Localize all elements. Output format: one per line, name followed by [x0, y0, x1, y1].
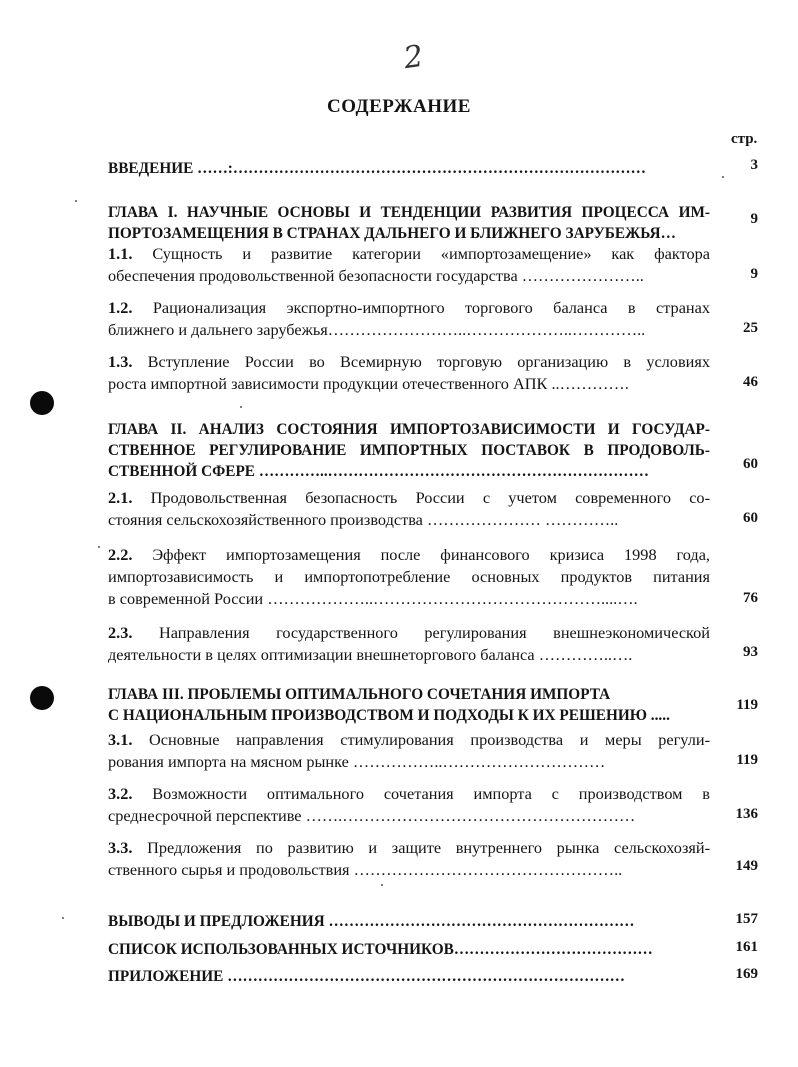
section-number: 1.2. [108, 298, 133, 317]
toc-section-2-2 [108, 544, 710, 610]
toc-line [108, 544, 710, 566]
toc-line [108, 297, 710, 319]
toc-section-1-3 [108, 351, 710, 395]
section-number: 2.3. [108, 623, 133, 642]
toc-page-1-3: 46 [743, 374, 758, 390]
toc-line: СТВЕННОЕ РЕГУЛИРОВАНИЕ ИМПОРТНЫХ ПОСТАВОК В ПРОДОВОЛЬ- [108, 442, 710, 459]
toc-line [108, 837, 710, 859]
toc-page-2-2: 76 [743, 590, 758, 606]
toc-section-3-3 [108, 837, 710, 881]
toc-line: обеспечения продовольственной безопасности государства ………………….. [108, 266, 644, 285]
section-number: 2.1. [108, 488, 133, 507]
toc-line: ГЛАВА I. НАУЧНЫЕ ОСНОВЫ И ТЕНДЕНЦИИ РАЗВИТИЯ ПРОЦЕССА ИМ- [108, 204, 710, 221]
section-number: 3.1. [108, 730, 133, 749]
toc-entry-sources [108, 939, 710, 960]
toc-page-appendix: 169 [735, 966, 758, 982]
toc-line: ГЛАВА II. АНАЛИЗ СОСТОЯНИЯ ИМПОРТОЗАВИСИМОСТИ И ГОСУДАР- [108, 421, 710, 438]
scan-speck [722, 176, 724, 178]
toc-page-intro: 3 [750, 157, 758, 173]
section-title: Вступление России во Всемирную торговую организацию в условиях [147, 352, 710, 371]
toc-chapter-1 [108, 202, 710, 244]
section-number: 1.1. [108, 244, 133, 263]
toc-section-1-2 [108, 297, 710, 341]
section-title: Продовольственная безопасность России с учетом современного со- [150, 488, 710, 507]
section-title: Возможности оптимального сочетания импорта с производством в [152, 784, 710, 803]
punch-hole-top [30, 391, 54, 415]
toc-line [108, 487, 710, 509]
section-title: Основные направления стимулирования производства и меры регули- [149, 730, 710, 749]
section-number: 2.2. [108, 545, 133, 564]
toc-chapter-2 [108, 419, 710, 482]
page-column-label: стр. [731, 131, 758, 147]
toc-line [108, 729, 710, 751]
section-number: 1.3. [108, 352, 133, 371]
toc-page-3-2: 136 [735, 806, 758, 822]
section-title: Направления государственного регулирования внешнеэкономической [158, 623, 710, 642]
toc-line: среднесрочной перспективе …….……………………………………………… [108, 806, 636, 825]
toc-line: ближнего и дальнего зарубежья……………………..………………..………….. [108, 320, 646, 339]
section-title: Эффект импортозамещения после финансового кризиса 1998 года, [152, 545, 710, 564]
toc-line: роста импортной зависимости продукции отечественного АПК ..…………. [108, 374, 629, 393]
handwritten-page-number: 2 [401, 38, 426, 77]
toc-entry-text: ПРИЛОЖЕНИЕ …………………………………………………………………… [108, 968, 625, 985]
toc-line [108, 622, 710, 644]
toc-page-3-1: 119 [736, 752, 758, 768]
scan-speck [240, 406, 242, 408]
toc-entry-text: ВЫВОДЫ И ПРЕДЛОЖЕНИЯ …………………………………………………… [108, 913, 635, 930]
section-number: 3.2. [108, 784, 133, 803]
toc-section-2-3 [108, 622, 710, 666]
toc-line: импортозависимость и импортопотребление основных продуктов питания [108, 567, 710, 586]
toc-page-3-3: 149 [735, 858, 758, 874]
toc-line: С НАЦИОНАЛЬНЫМ ПРОИЗВОДСТВОМ И ПОДХОДЫ К ИХ РЕШЕНИЮ ..... [108, 707, 670, 724]
toc-line: в современной России ………………..……………………………………....…. [108, 589, 638, 608]
toc-line: рования импорта на мясном рынке ……………..………………………… [108, 752, 606, 771]
toc-page-1-1: 9 [750, 266, 758, 282]
toc-chapter-3 [108, 684, 710, 726]
section-title: Предложения по развитию и защите внутреннего рынка сельскохозяй- [147, 838, 710, 857]
toc-line: СТВЕННОЙ СФЕРЕ …………..……………………………………………………… [108, 463, 649, 480]
toc-line [108, 351, 710, 373]
toc-page-sources: 161 [735, 939, 758, 955]
toc-section-3-2 [108, 783, 710, 827]
toc-section-1-1 [108, 243, 710, 287]
toc-line: деятельности в целях оптимизации внешнеторгового баланса …………..…. [108, 645, 633, 664]
toc-entry-text: СПИСОК ИСПОЛЬЗОВАННЫХ ИСТОЧНИКОВ………………………………… [108, 941, 653, 958]
toc-line [108, 243, 710, 265]
toc-section-3-1 [108, 729, 710, 773]
toc-line [108, 783, 710, 805]
toc-page-ch3: 119 [736, 697, 758, 713]
toc-line: ГЛАВА III. ПРОБЛЕМЫ ОПТИМАЛЬНОГО СОЧЕТАНИЯ ИМПОРТА [108, 686, 611, 703]
section-number: 3.3. [108, 838, 133, 857]
section-title: Сущность и развитие категории «импортозамещение» как фактора [152, 244, 710, 263]
toc-entry-text: ВВЕДЕНИЕ ……:……………………………………………………………………… [108, 160, 646, 177]
scan-speck [381, 884, 383, 886]
scan-speck [75, 200, 77, 202]
scan-speck [62, 917, 64, 919]
section-title: Рационализация экспортно-импортного торгового баланса в странах [152, 298, 710, 317]
toc-page-ch1: 9 [750, 211, 758, 227]
toc-entry-intro [108, 158, 710, 179]
punch-hole-bottom [30, 686, 54, 710]
scan-speck [98, 546, 100, 548]
toc-entry-appendix [108, 966, 710, 987]
toc-entry-conclusions [108, 911, 710, 932]
toc-section-2-1 [108, 487, 710, 531]
toc-page-2-3: 93 [743, 644, 758, 660]
toc-line: ственного сырья и продовольствия ………………………………………….. [108, 860, 623, 879]
toc-page-ch2: 60 [743, 456, 758, 472]
toc-page-2-1: 60 [743, 510, 758, 526]
page-title: СОДЕРЖАНИЕ [327, 96, 471, 117]
toc-page-conclusions: 157 [735, 911, 758, 927]
toc-line: стояния сельскохозяйственного производства ………………… ………….. [108, 510, 619, 529]
toc-line: ПОРТОЗАМЕЩЕНИЯ В СТРАНАХ ДАЛЬНЕГО И БЛИЖНЕГО ЗАРУБЕЖЬЯ… [108, 225, 676, 242]
toc-page-1-2: 25 [743, 320, 758, 336]
